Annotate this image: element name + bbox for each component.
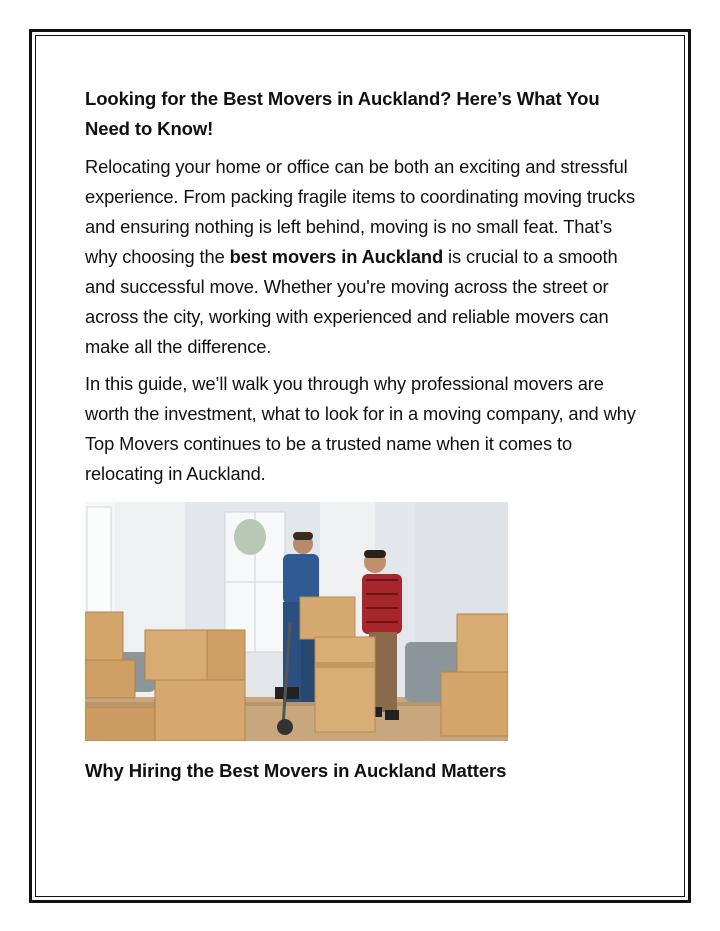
article-heading: Looking for the Best Movers in Auckland? Here’s What You Need to Know! [85,88,600,139]
document-content [85,84,645,786]
section-subheading: Why Hiring the Best Movers in Auckland Matters [85,760,507,781]
guide-paragraph: In this guide, we’ll walk you through why professional movers are worth the investment, what to look for in a moving company, and why Top Movers continues to be a trusted name when it comes to relocating in Auckland. [85,373,636,484]
intro-text-before: Relocating your home or office can be both an exciting and stressful experience. From packing fragile items to coordinating moving trucks and ensuring nothing is left behind, moving is no small feat. That’s why choosing the [85,156,636,267]
intro-paragraph [85,152,645,362]
intro-text-after: is crucial to a smooth and successful move. Whether you're moving across the street or across the city, working with experienced and reliable movers can make all the difference. [85,246,618,357]
intro-bold-keyword: best movers in Auckland [229,246,444,267]
movers-photo [85,502,508,741]
